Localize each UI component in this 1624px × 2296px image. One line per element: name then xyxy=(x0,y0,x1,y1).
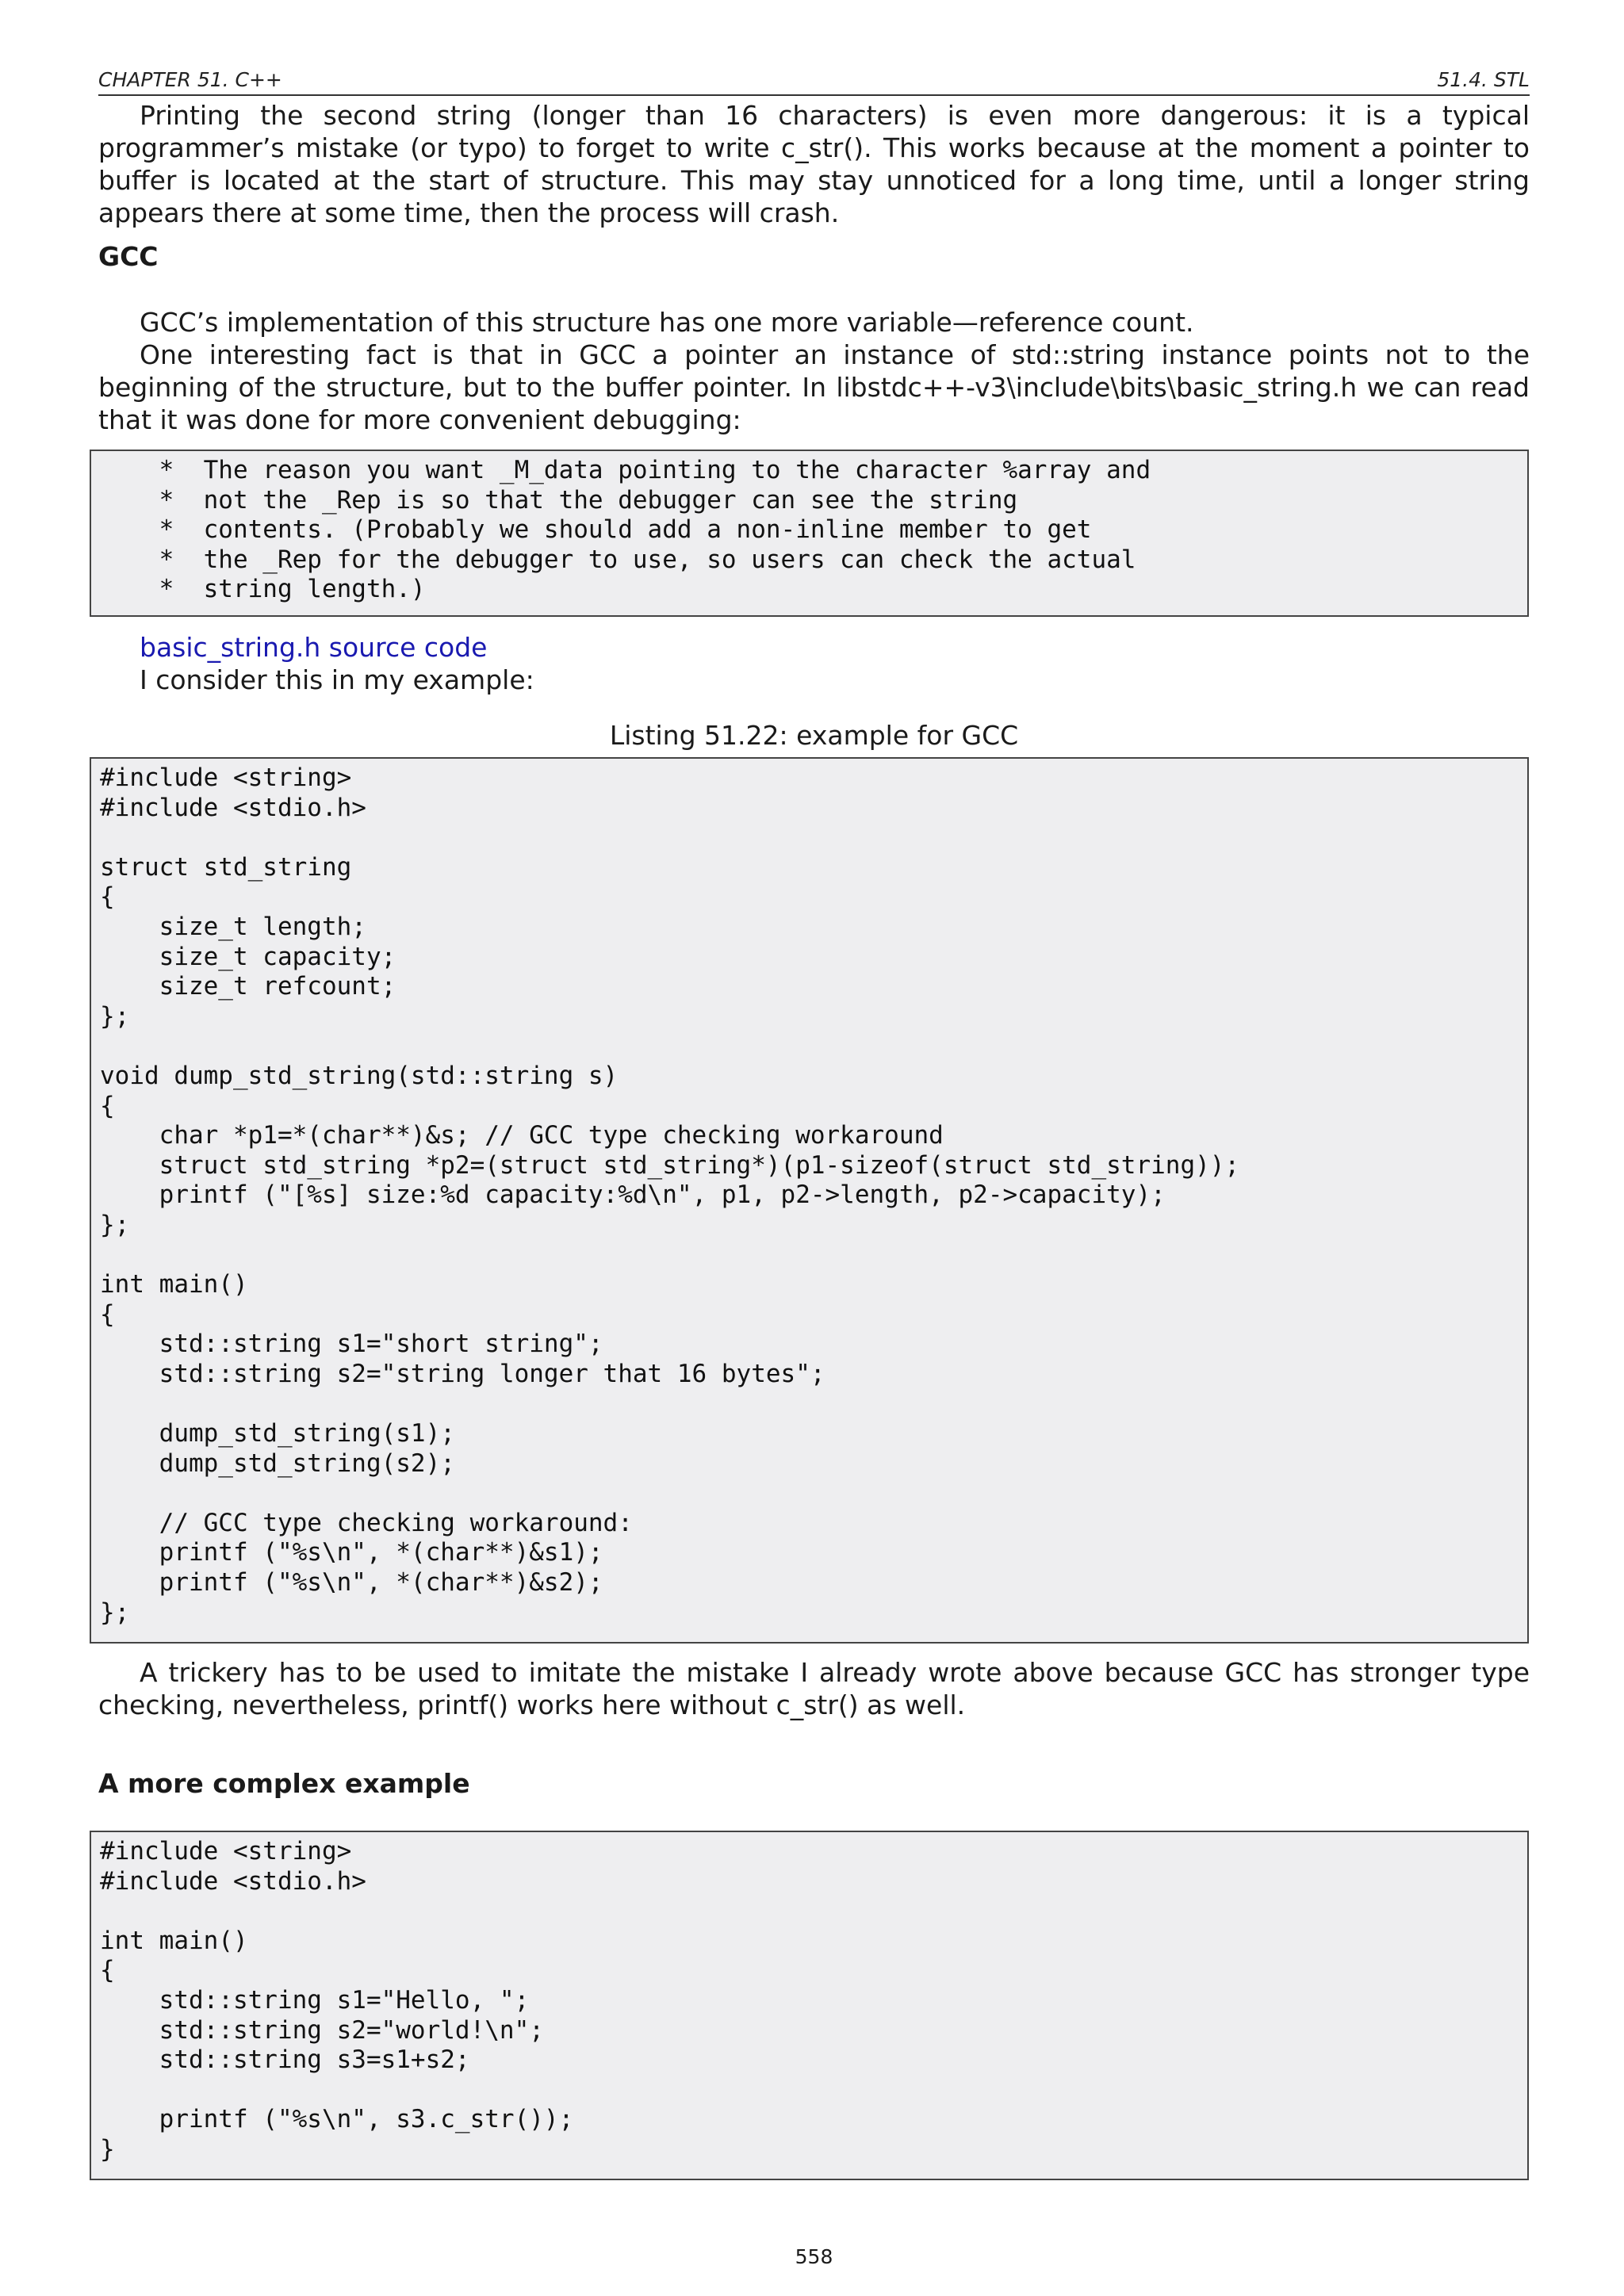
heading-complex-example: A more complex example xyxy=(98,1768,470,1799)
paragraph-gcc-pointer: One interesting fact is that in GCC a pointer an instance of std::string instance points not to the beginning of the structure, but to the buffer pointer. In libstdc++-v3\include\bits\basic_string.h we can read that it was done for more convenient debugging: xyxy=(98,339,1530,435)
paragraph-example-intro: I consider this in my example: xyxy=(140,664,534,695)
paragraph-link xyxy=(98,631,1530,664)
heading-gcc: GCC xyxy=(98,241,159,272)
code-comment-block: * The reason you want _M_data pointing to the character %array and * not the _Rep is so that the debugger can see the string * contents. (Probably we should add a non-inline member to get * the _Rep for the debugger to use, so users can check the actual * string length.) xyxy=(90,450,1529,617)
paragraph-gcc-refcount: GCC’s implementation of this structure has one more variable—reference count. xyxy=(140,307,1194,338)
section-number: 51.4. STL xyxy=(1437,68,1530,91)
code-complex-example: #include <string> #include <stdio.h> int main() { std::string s1="Hello, "; std::string s2="world!\n"; std::string s3=s1+s2; printf ("%s\n", s3.c_str()); } xyxy=(90,1831,1529,2180)
paragraph-trickery: A trickery has to be used to imitate the mistake I already wrote above because GCC has stronger type checking, nevertheless, printf() works here without c_str() as well. xyxy=(98,1657,1530,1720)
paragraph-string-danger: Printing the second string (longer than 16 characters) is even more dangerous: it is a typical programmer’s mistake (or typo) to forget to write c_str(). This works because at the moment a pointer to buffer is located at the start of structure. This may stay unnoticed for a long time, until a longer string appears there at some time, then the process will crash. xyxy=(98,100,1530,228)
basic-string-source-link[interactable]: basic_string.h source code xyxy=(140,632,488,663)
listing-caption: Listing 51.22: example for GCC xyxy=(609,720,1019,751)
chapter-title: CHAPTER 51. C++ xyxy=(98,68,282,91)
running-header xyxy=(98,68,1530,96)
page-number: 558 xyxy=(795,2245,833,2268)
code-gcc-example: #include <string> #include <stdio.h> struct std_string { size_t length; size_t capacity; size_t refcount; }; void dump_std_string(std::string s) { char *p1=*(char**)&s; // GCC type checking workaround struct std_string *p2=(struct std_string*)(p1-sizeof(struct std_string)); printf ("[%s] size:%d capacity:%d\n", p1, p2->length, p2->capacity); }; int main() { std::string s1="short string"; std::string s2="string longer that 16 bytes"; dump_std_string(s1); dump_std_string(s2); // GCC type checking workaround: printf ("%s\n", *(char**)&s1); printf ("%s\n", *(char**)&s2); }; xyxy=(90,757,1529,1644)
